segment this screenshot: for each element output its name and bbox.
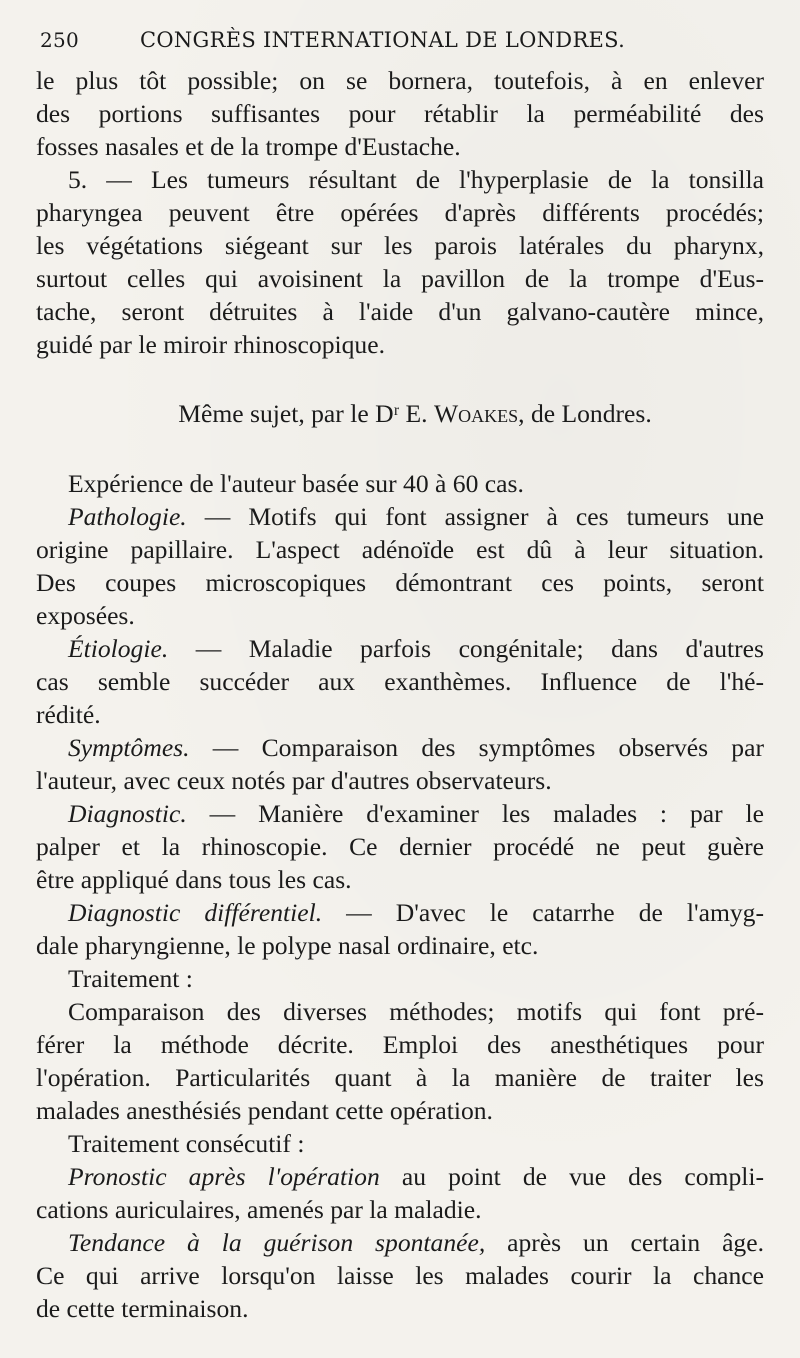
text-line: Ce qui arrive lorsqu'on laisse les malades courir la chance bbox=[36, 1261, 764, 1290]
text-line: surtout celles qui avoisinent la pavillon de la trompe d'Eus- bbox=[36, 264, 764, 293]
text-line: rédité. bbox=[36, 700, 101, 729]
text-line: exposées. bbox=[36, 601, 135, 630]
text-run: après un certain âge. bbox=[485, 1228, 764, 1257]
text-line: le plus tôt possible; on se bornera, toutefois, à en enlever bbox=[36, 66, 764, 95]
text-line: dale pharyngienne, le polype nasal ordinaire, etc. bbox=[36, 931, 539, 960]
running-title: CONGRÈS INTERNATIONAL DE LONDRES. bbox=[140, 28, 626, 52]
text-run: — Maladie parfois congénitale; dans d'autres bbox=[168, 634, 764, 663]
section-pathologie bbox=[36, 500, 764, 632]
section-diagnostic bbox=[36, 797, 764, 896]
text-line: Des coupes microscopiques démontrant ces points, seront bbox=[36, 568, 764, 597]
paragraph-continuation bbox=[36, 64, 764, 163]
page-number: 250 bbox=[40, 28, 80, 52]
section-label: Diagnostic. bbox=[68, 799, 187, 828]
heading-author: Woakes bbox=[433, 399, 519, 428]
page-body bbox=[36, 64, 764, 1325]
paragraph-item-5 bbox=[36, 163, 764, 361]
section-heading bbox=[36, 381, 764, 447]
text-line: les végétations siégeant sur les parois latérales du pharynx, bbox=[36, 231, 764, 260]
text-line: guidé par le miroir rhinoscopique. bbox=[36, 330, 385, 359]
text-line: origine papillaire. L'aspect adénoïde est dû à leur situation. bbox=[36, 535, 764, 564]
text-line: des portions suffisantes pour rétablir la perméabilité des bbox=[36, 99, 764, 128]
text-line: être appliqué dans tous les cas. bbox=[36, 865, 352, 894]
section-label: Pronostic après l'opération bbox=[68, 1162, 380, 1191]
text-line: cations auriculaires, amenés par la maladie. bbox=[36, 1195, 482, 1224]
text-run: — Motifs qui font assigner à ces tumeurs une bbox=[186, 502, 764, 531]
text-line: l'auteur, avec ceux notés par d'autres observateurs. bbox=[36, 766, 552, 795]
text-line: pharyngea peuvent être opérées d'après différents procédés; bbox=[36, 198, 764, 227]
text-run: au point de vue des compli- bbox=[379, 1162, 765, 1191]
section-symptomes bbox=[36, 731, 764, 797]
heading-suffix: , de Londres. bbox=[518, 399, 652, 428]
text-line: Comparaison des diverses méthodes; motifs qui font pré- bbox=[68, 997, 764, 1026]
section-label: Étiologie. bbox=[68, 634, 169, 663]
text-line: tache, seront détruites à l'aide d'un galvano-cautère mince, bbox=[36, 297, 764, 326]
text-run: — D'avec le catarrhe de l'amyg- bbox=[322, 898, 764, 927]
text-line: de cette terminaison. bbox=[36, 1294, 249, 1323]
section-label: Symptômes. bbox=[68, 733, 190, 762]
section-traitement bbox=[36, 995, 764, 1127]
traitement-label: Traitement : bbox=[68, 964, 193, 993]
text-run: — Manière d'examiner les malades : par le bbox=[186, 799, 764, 828]
text-line: 5. — Les tumeurs résultant de l'hyperplasie de la tonsilla bbox=[68, 165, 764, 194]
section-label: Pathologie. bbox=[68, 502, 187, 531]
text-line: l'opération. Particularités quant à la manière de traiter les bbox=[36, 1063, 764, 1092]
heading-prefix: Même sujet, par le Dʳ E. bbox=[178, 399, 434, 428]
section-pronostic bbox=[36, 1160, 764, 1226]
text-line: férer la méthode décrite. Emploi des anesthétiques pour bbox=[36, 1030, 764, 1059]
text-line: malades anesthésiés pendant cette opération. bbox=[36, 1096, 493, 1125]
text-line: cas semble succéder aux exanthèmes. Influence de l'hé- bbox=[36, 667, 764, 696]
section-etiologie bbox=[36, 632, 764, 731]
section-label: Diagnostic différentiel. bbox=[68, 898, 323, 927]
traitement-consecutif-label: Traitement consécutif : bbox=[68, 1129, 305, 1158]
section-diagnostic-differentiel bbox=[36, 896, 764, 962]
section-tendance bbox=[36, 1226, 764, 1325]
text-run: — Comparaison des symptômes observés par bbox=[189, 733, 764, 762]
text-line: palper et la rhinoscopie. Ce dernier procédé ne peut guère bbox=[36, 832, 764, 861]
section-label: Tendance à la guérison spontanée, bbox=[68, 1228, 486, 1257]
intro-line: Expérience de l'auteur basée sur 40 à 60 cas. bbox=[68, 469, 524, 498]
page-header bbox=[40, 28, 764, 64]
text-line: fosses nasales et de la trompe d'Eustache. bbox=[36, 132, 461, 161]
